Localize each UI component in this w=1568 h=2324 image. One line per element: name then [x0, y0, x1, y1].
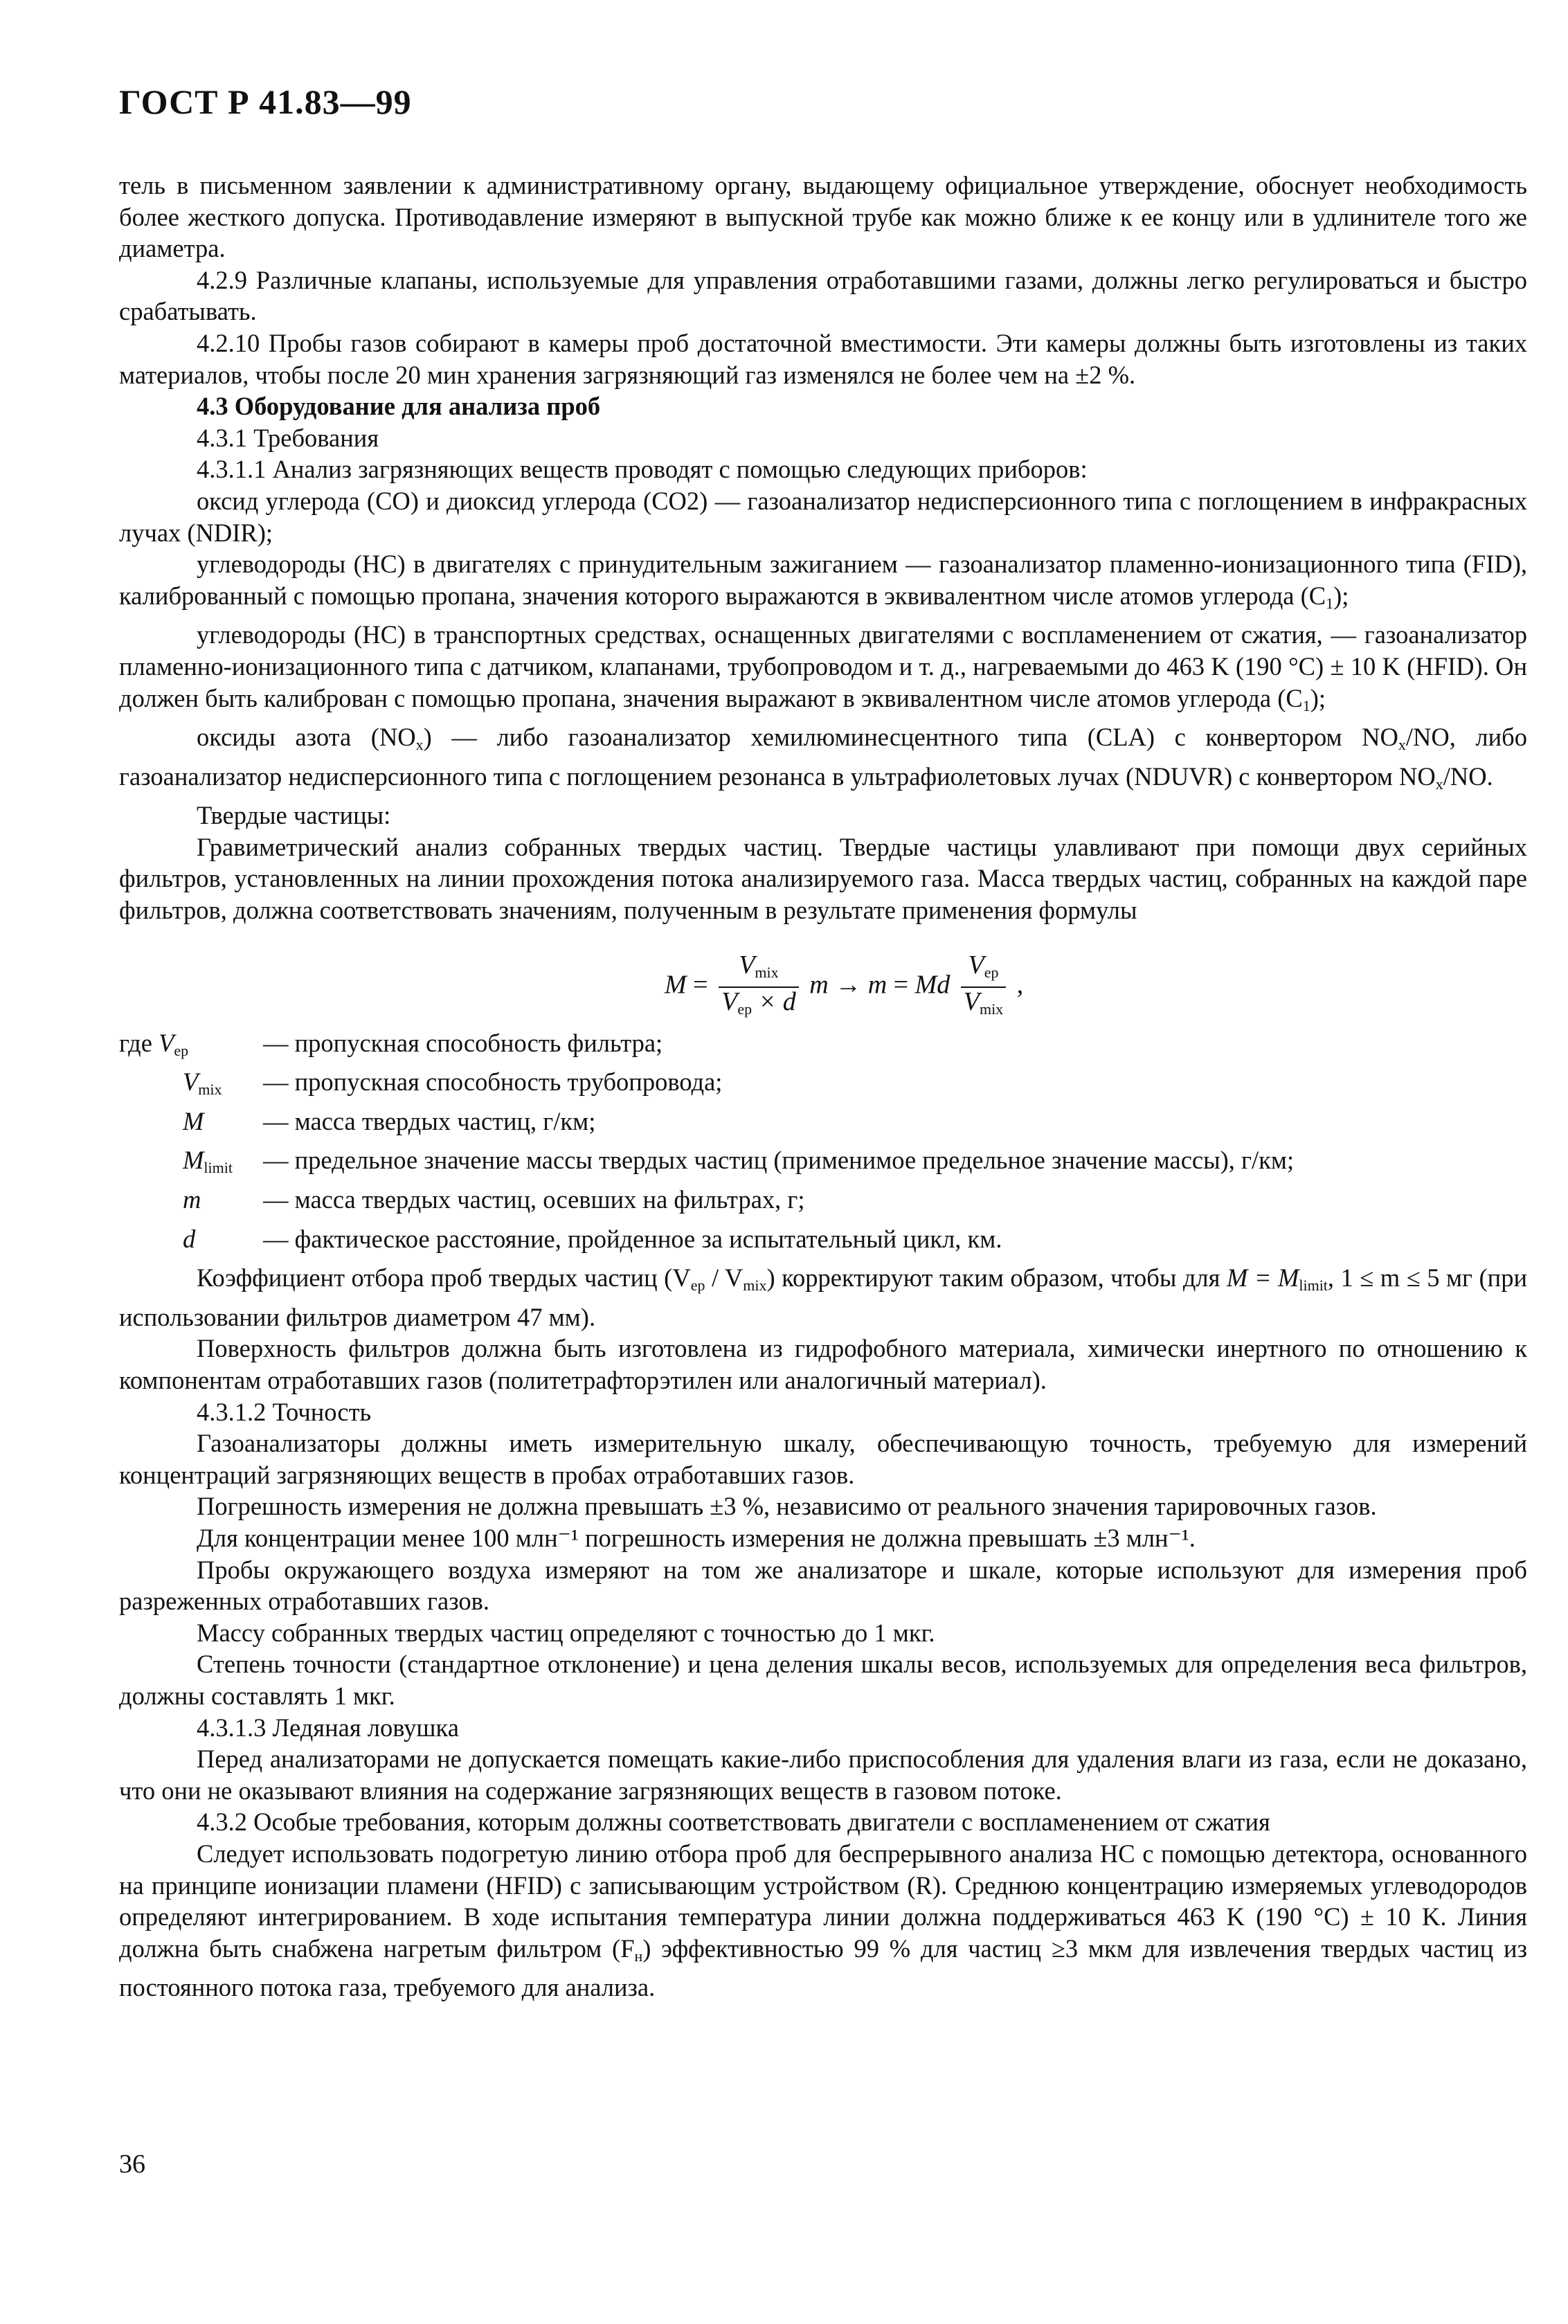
paragraph-text: ); — [1333, 581, 1349, 610]
paragraph-text: углеводороды (HC) в двигателях с принудительным зажиганием — газоанализатор пламенно-ионизационного типа (FID), калиброванный с помощью пропана, значения которого выражаются в эквивалентном числе атомов углерода (C — [119, 550, 1527, 610]
legend-symbol — [119, 1106, 263, 1145]
section-heading: 4.3 Оборудование для анализа проб — [197, 392, 601, 421]
formula-symbol: V — [721, 987, 738, 1016]
paragraph: Газоанализаторы должны иметь измерительную шкалу, обеспечивающую точность, требуемую для измерений концентраций загрязняющих веществ в пробах отработавших газов. — [119, 1429, 1527, 1489]
legend-description: — фактическое расстояние, пройденное за испытательный цикл, км. — [263, 1224, 1002, 1253]
legend-var: M — [183, 1146, 204, 1175]
paragraph-text: ) эффективностью 99 % для частиц ≥3 мкм для извлечения твердых частиц из постоянного потока газа, требуемого для анализа. — [119, 1934, 1527, 2002]
formula-symbol: m — [867, 970, 887, 1000]
paragraph-text: /NO. — [1443, 762, 1493, 791]
subscript: x — [415, 736, 424, 754]
legend-symbol — [119, 1223, 263, 1263]
subscript: ep — [737, 1000, 753, 1018]
subscript: ep — [690, 1277, 705, 1295]
paragraph: Погрешность измерения не должна превышать ±3 %, независимо от реального значения тарировочных газов. — [197, 1492, 1377, 1521]
legend-symbol — [119, 1027, 263, 1067]
formula-lhs: M — [665, 970, 687, 1000]
paragraph: Твердые частицы: — [197, 801, 391, 830]
formula-expression — [665, 951, 1023, 1023]
legend-symbol — [119, 1144, 263, 1184]
legend-row — [119, 1027, 1527, 1067]
paragraph-text: ) корректируют таким образом, чтобы для — [766, 1263, 1227, 1292]
paragraph-text: , 1 ≤ m ≤ 5 мг (при использовании фильтров диаметром 47 мм). — [119, 1263, 1527, 1331]
legend-description: — масса твердых частиц, осевших на фильтрах, г; — [263, 1185, 805, 1214]
formula-symbol: V — [739, 950, 755, 980]
legend-description: — пропускная способность фильтра; — [263, 1028, 663, 1057]
fraction-denominator — [719, 988, 799, 1023]
paragraph — [119, 1838, 1527, 2003]
page-number: 36 — [119, 2150, 145, 2179]
paragraph-text: Следует использовать подогретую линию отбора проб для беспрерывного анализа HC с помощью детектора, основанного на принципе ионизации пламени (HFID) с записывающим устройством (R). Среднюю концентрацию измеряемых углеводородов определяют интегрированием. В ходе испытания температура линии должна поддерживаться 463 K (190 °C) ± 10 K. Линия должна быть снабжена нагретым фильтром (F — [119, 1839, 1527, 1963]
paragraph — [119, 619, 1527, 721]
paragraph-text: /NO, либо газоанализатор недисперсионного типа с поглощением резонанса в ультрафиолетовых лучах (NDUVR) с конвертором NO — [119, 723, 1527, 791]
formula — [119, 926, 1527, 1023]
legend-symbol — [119, 1184, 263, 1223]
subscript: mix — [198, 1081, 222, 1099]
legend-where: где — [119, 1028, 152, 1057]
subscript: limit — [204, 1159, 233, 1177]
fraction-numerator — [719, 951, 799, 988]
paragraph: Массу собранных твердых частиц определяют с точностью до 1 мкг. — [197, 1618, 935, 1647]
paragraph: Перед анализаторами не допускается помещать какие-либо приспособления для удаления влаги из газа, если не доказано, что они не оказывают влияния на содержание загрязняющих веществ в газовом потоке. — [119, 1745, 1527, 1805]
subsection-heading: 4.3.2 Особые требования, которым должны соответствовать двигатели с воспламенением от сжатия — [197, 1808, 1270, 1837]
paragraph: Пробы окружающего воздуха измеряют на том же анализаторе и шкале, которые используют для измерения проб разреженных отработавших газов. — [119, 1555, 1527, 1616]
paragraph: 4.2.10 Пробы газов собирают в камеры проб достаточной вместимости. Эти камеры должны быть изготовлены из таких материалов, чтобы после 20 мин хранения загрязняющий газ изменялся не более чем на ±2 %. — [119, 328, 1527, 389]
legend-row — [119, 1184, 1527, 1223]
subscript: 1 — [1326, 594, 1334, 612]
subscript: ep — [174, 1041, 189, 1059]
subscript: н — [634, 1947, 643, 1965]
paragraph: 4.3.1.1 Анализ загрязняющих веществ проводят с помощью следующих приборов: — [197, 455, 1088, 484]
paragraph: тель в письменном заявлении к административному органу, выдающему официальное утверждение, обоснует необходимость более жесткого допуска. Противодавление измеряют в выпускной трубе как можно ближе к ее концу или в удлинителе того же диаметра. — [119, 171, 1527, 263]
legend-var: m — [183, 1185, 201, 1214]
legend-symbol — [119, 1066, 263, 1106]
legend-row — [119, 1223, 1527, 1263]
subscript: x — [1435, 775, 1443, 793]
paragraph: Поверхность фильтров должна быть изготовлена из гидрофобного материала, химически инертного по отношению к компонентам отработавших газов (политетрафторэтилен или аналогичный материал). — [119, 1334, 1527, 1394]
formula-fraction-2 — [961, 951, 1006, 1023]
subscript: ep — [984, 963, 999, 981]
legend-row — [119, 1106, 1527, 1145]
formula-symbol: V — [963, 987, 980, 1016]
subsection-heading: 4.3.1 Требования — [197, 423, 379, 452]
formula-arrow: → — [835, 970, 862, 1000]
formula-equals: = — [893, 970, 909, 1000]
paragraph-text: ); — [1310, 683, 1326, 712]
paragraph-text: оксиды азота (NO — [197, 723, 416, 752]
paragraph: Гравиметрический анализ собранных твердых частиц. Твердые частицы улавливают при помощи двух серийных фильтров, установленных на линии прохождения потока анализируемого газа. Масса твердых частиц, собранных на каждой паре фильтров, должна соответствовать значениям, полученным в результате применения формулы — [119, 832, 1527, 925]
paragraph-text: ) — либо газоанализатор хемилюминесцентного типа (CLA) с конвертором NO — [423, 723, 1398, 752]
formula-symbol: Md — [914, 970, 950, 1000]
subscript: mix — [743, 1277, 767, 1295]
legend-var: V — [183, 1068, 199, 1097]
formula-symbol: × d — [752, 987, 796, 1016]
paragraph: 4.2.9 Различные клапаны, используемые для управления отработавшими газами, должны легко регулироваться и быстро срабатывать. — [119, 265, 1527, 326]
paragraph-text: / V — [705, 1263, 744, 1292]
subscript: limit — [1299, 1277, 1328, 1295]
legend-var: V — [159, 1028, 174, 1057]
paragraph — [119, 1262, 1527, 1333]
subsection-heading: 4.3.1.2 Точность — [197, 1397, 372, 1426]
paragraph-text: Коэффициент отбора проб твердых частиц (V — [197, 1263, 691, 1292]
formula-fraction-1 — [719, 951, 799, 1023]
subscript: 1 — [1302, 696, 1310, 714]
legend-description: — предельное значение массы твердых частиц (применимое предельное значение массы), г/км; — [263, 1146, 1295, 1175]
formula-symbol: m — [809, 970, 829, 1000]
fraction-numerator — [961, 951, 1006, 988]
formula-equals: = — [693, 970, 708, 1000]
document-header: ГОСТ Р 41.83—99 — [119, 82, 412, 121]
subsection-heading: 4.3.1.3 Ледяная ловушка — [197, 1713, 459, 1742]
fraction-denominator — [961, 988, 1006, 1023]
paragraph: Для концентрации менее 100 млн⁻¹ погрешность измерения не должна превышать ±3 млн⁻¹. — [197, 1523, 1196, 1552]
paragraph: Степень точности (стандартное отклонение) и цена деления шкалы весов, используемых для определения веса фильтров, должны составлять 1 мкг. — [119, 1650, 1527, 1710]
legend-description: — пропускная способность трубопровода; — [263, 1068, 723, 1097]
paragraph-text: M = M — [1226, 1263, 1299, 1292]
legend-var: M — [183, 1106, 204, 1135]
paragraph: оксид углерода (CO) и диоксид углерода (CO2) — газоанализатор недисперсионного типа с поглощением в инфракрасных лучах (NDIR); — [119, 486, 1527, 547]
subscript: mix — [979, 1000, 1004, 1018]
formula-punctuation: , — [1016, 970, 1024, 1000]
legend-row — [119, 1144, 1527, 1184]
legend-description: — масса твердых частиц, г/км; — [263, 1106, 596, 1135]
subscript: mix — [755, 963, 779, 981]
document-body — [119, 170, 1527, 2003]
legend-row — [119, 1066, 1527, 1106]
paragraph-text: углеводороды (HC) в транспортных средствах, оснащенных двигателями с воспламенением от сжатия, — газоанализатор пламенно-ионизационного типа с датчиком, клапанами, трубопроводом и т. д., нагреваемыми до 463 K (190 °C) ± 10 K (HFID). Он должен быть калиброван с помощью пропана, значения выражают в эквивалентном числе атомов углерода (C — [119, 620, 1527, 712]
paragraph — [119, 721, 1527, 800]
legend-var: d — [183, 1224, 196, 1253]
formula-symbol: V — [968, 950, 984, 980]
subscript: x — [1398, 736, 1406, 754]
paragraph — [119, 548, 1527, 619]
formula-legend — [119, 1027, 1527, 1263]
